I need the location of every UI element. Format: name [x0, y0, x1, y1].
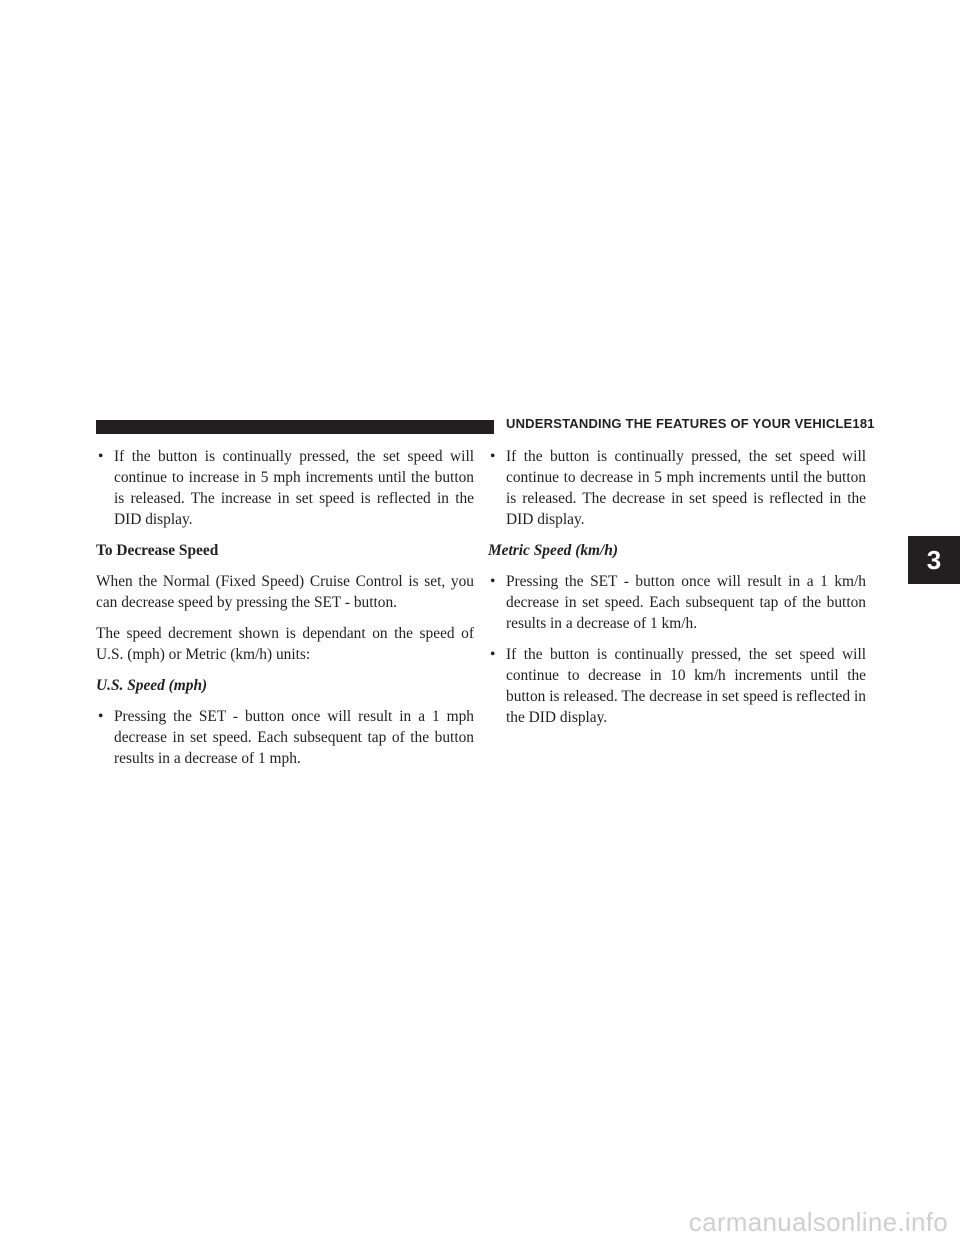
list-item-text: Pressing the SET - button once will result in a 1 mph decrease in set speed. Each subsequent tap of the button results in a decrease of 1 mph. — [114, 708, 474, 767]
list-item-text: If the button is continually pressed, the set speed will continue to decrease in 5 mph increments until the button is released. The decrease in set speed is reflected in the DID display. — [506, 448, 866, 528]
list-item — [96, 446, 474, 530]
watermark: carmanualsonline.info — [688, 1207, 948, 1237]
bullet-icon: • — [490, 646, 496, 663]
page-number: 181 — [852, 416, 875, 431]
list-item — [488, 644, 866, 728]
subsection-heading: Metric Speed (km/h) — [488, 542, 618, 559]
list-item-text: Pressing the SET - button once will result in a 1 km/h decrease in set speed. Each subsequent tap of the button results in a decrease of 1 km/h. — [506, 573, 866, 632]
right-column — [488, 446, 866, 738]
bullet-icon: • — [98, 448, 104, 465]
left-column — [96, 446, 474, 779]
bullet-icon: • — [98, 708, 104, 725]
paragraph: When the Normal (Fixed Speed) Cruise Control is set, you can decrease speed by pressing the SET - button. — [96, 573, 474, 611]
header-rule — [96, 420, 494, 434]
chapter-tab: 3 — [908, 536, 960, 584]
list-item-text: If the button is continually pressed, the set speed will continue to increase in 5 mph increments until the button is released. The increase in set speed is reflected in the DID display. — [114, 448, 474, 528]
bullet-icon: • — [490, 448, 496, 465]
list-item — [488, 571, 866, 634]
list-item — [96, 706, 474, 769]
list-item-text: If the button is continually pressed, the set speed will continue to decrease in 10 km/h increments until the button is released. The decrease in set speed is reflected in the DID display. — [506, 646, 866, 726]
list-item — [488, 446, 866, 530]
running-header — [506, 416, 875, 431]
paragraph: The speed decrement shown is dependant on the speed of U.S. (mph) or Metric (km/h) units: — [96, 625, 474, 663]
bullet-icon: • — [490, 573, 496, 590]
section-heading: To Decrease Speed — [96, 542, 219, 559]
section-title: UNDERSTANDING THE FEATURES OF YOUR VEHICLE — [506, 416, 853, 431]
subsection-heading: U.S. Speed (mph) — [96, 677, 208, 694]
